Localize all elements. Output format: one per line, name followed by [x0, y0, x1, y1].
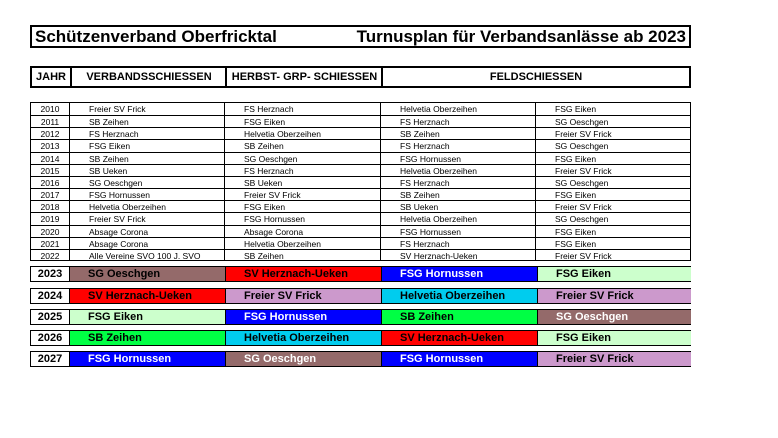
table-row	[31, 249, 690, 261]
row-year: 2013	[40, 141, 60, 152]
row-feldschiessen-2: FSG Eiken	[555, 238, 597, 249]
row-year: 2021	[40, 238, 60, 249]
row-herbst: FSG Eiken	[244, 117, 286, 128]
row-year: 2016	[40, 177, 60, 188]
row-verbandsschiessen: FS Herznach	[89, 129, 139, 140]
table-row	[31, 103, 690, 115]
plan-row-2025	[30, 309, 691, 325]
row-herbst: FS Herznach	[244, 165, 294, 176]
plan-row-2024	[30, 288, 691, 304]
plan-cell: FSG Eiken	[538, 267, 691, 281]
table-row	[31, 237, 690, 249]
row-feldschiessen-1: SB Zeihen	[400, 190, 440, 201]
plan-cell: SB Zeihen	[70, 331, 225, 345]
table-row	[31, 152, 690, 164]
row-verbandsschiessen: Freier SV Frick	[89, 104, 146, 114]
row-year: 2019	[40, 214, 60, 225]
plan-cell: Helvetia Oberzeihen	[226, 331, 381, 345]
row-feldschiessen-2: SG Oeschgen	[555, 141, 609, 152]
plan-cell: FSG Hornussen	[382, 267, 537, 281]
row-herbst: Freier SV Frick	[244, 190, 301, 201]
plan-cell: SV Herznach-Ueken	[70, 289, 225, 303]
plan-cell: SG Oeschgen	[538, 310, 691, 324]
row-year: 2017	[40, 190, 60, 201]
row-verbandsschiessen: Absage Corona	[89, 226, 149, 237]
plan-year: 2023	[37, 268, 63, 280]
row-feldschiessen-2: SG Oeschgen	[555, 177, 609, 188]
row-verbandsschiessen: Helvetia Oberzeihen	[89, 202, 167, 213]
row-feldschiessen-1: FS Herznach	[400, 238, 450, 249]
plan-cell: FSG Hornussen	[226, 310, 381, 324]
row-feldschiessen-1: Helvetia Oberzeihen	[400, 104, 478, 114]
row-verbandsschiessen: FSG Hornussen	[89, 190, 150, 201]
row-verbandsschiessen: Freier SV Frick	[89, 214, 146, 225]
row-feldschiessen-1: FS Herznach	[400, 141, 450, 152]
table-row	[31, 164, 690, 176]
header-feldschiessen: FELDSCHIESSEN	[489, 71, 583, 83]
row-year: 2010	[40, 104, 60, 114]
header-verbandsschiessen: VERBANDSSCHIESSEN	[86, 71, 212, 83]
row-feldschiessen-2: FSG Eiken	[555, 153, 597, 164]
plan-cell: SB Zeihen	[382, 310, 537, 324]
header-jahr: JAHR	[36, 71, 66, 83]
row-feldschiessen-2: SG Oeschgen	[555, 214, 609, 225]
plan-cell: Freier SV Frick	[538, 352, 691, 366]
row-feldschiessen-1: SB Ueken	[400, 202, 439, 213]
row-feldschiessen-1: FSG Hornussen	[400, 153, 461, 164]
row-feldschiessen-2: Freier SV Frick	[555, 250, 612, 261]
plan-row-2026	[30, 330, 691, 346]
column-header-bar	[30, 66, 691, 88]
plan-year: 2025	[37, 311, 63, 323]
history-table	[30, 102, 691, 261]
plan-cell: FSG Eiken	[70, 310, 225, 324]
table-row	[31, 188, 690, 200]
row-year: 2022	[40, 250, 60, 261]
header-herbst: HERBST- GRP- SCHIESSEN	[231, 71, 378, 83]
row-feldschiessen-2: Freier SV Frick	[555, 129, 612, 140]
plan-year: 2026	[37, 332, 63, 344]
row-herbst: FS Herznach	[244, 104, 294, 114]
plan-cell: Helvetia Oberzeihen	[382, 289, 537, 303]
table-row	[31, 139, 690, 151]
plan-year: 2024	[37, 290, 63, 302]
table-row	[31, 127, 690, 139]
plan-cell: SV Herznach-Ueken	[382, 331, 537, 345]
plan-cell: SG Oeschgen	[70, 267, 225, 281]
plan-cell: SV Herznach-Ueken	[226, 267, 381, 281]
plan-cell: Freier SV Frick	[226, 289, 381, 303]
title-bar	[30, 25, 691, 48]
row-verbandsschiessen: SB Zeihen	[89, 153, 129, 164]
row-feldschiessen-2: FSG Eiken	[555, 190, 597, 201]
row-herbst: Helvetia Oberzeihen	[244, 238, 322, 249]
plan-row-2027	[30, 351, 691, 367]
plan-cell: SG Oeschgen	[226, 352, 381, 366]
row-year: 2015	[40, 165, 60, 176]
table-row	[31, 200, 690, 212]
table-row	[31, 212, 690, 224]
table-row	[31, 115, 690, 127]
row-feldschiessen-2: FSG Eiken	[555, 104, 597, 114]
row-year: 2011	[40, 117, 60, 128]
row-verbandsschiessen: FSG Eiken	[89, 141, 131, 152]
row-year: 2018	[40, 202, 60, 213]
plan-cell: FSG Hornussen	[70, 352, 225, 366]
table-row	[31, 225, 690, 237]
row-herbst: FSG Eiken	[244, 202, 286, 213]
row-verbandsschiessen: SB Zeihen	[89, 117, 129, 128]
row-herbst: Helvetia Oberzeihen	[244, 129, 322, 140]
row-feldschiessen-1: SB Zeihen	[400, 129, 440, 140]
row-feldschiessen-1: SV Herznach-Ueken	[400, 250, 478, 261]
row-feldschiessen-2: Freier SV Frick	[555, 165, 612, 176]
plan-row-2023	[30, 266, 691, 282]
plan-year: 2027	[37, 353, 63, 365]
row-herbst: SB Zeihen	[244, 250, 284, 261]
row-feldschiessen-1: FS Herznach	[400, 117, 450, 128]
row-feldschiessen-1: FSG Hornussen	[400, 226, 461, 237]
row-verbandsschiessen: SG Oeschgen	[89, 177, 143, 188]
row-feldschiessen-2: Freier SV Frick	[555, 202, 612, 213]
row-verbandsschiessen: Absage Corona	[89, 238, 149, 249]
row-verbandsschiessen: Alle Vereine SVO 100 J. SVO	[89, 250, 201, 261]
row-herbst: FSG Hornussen	[244, 214, 305, 225]
association-title: Schützenverband Oberfricktal	[35, 27, 277, 46]
plan-title: Turnusplan für Verbandsanlässe ab 2023	[356, 27, 686, 46]
row-feldschiessen-2: SG Oeschgen	[555, 117, 609, 128]
row-herbst: SG Oeschgen	[244, 153, 298, 164]
row-feldschiessen-2: FSG Eiken	[555, 226, 597, 237]
row-feldschiessen-1: FS Herznach	[400, 177, 450, 188]
row-feldschiessen-1: Helvetia Oberzeihen	[400, 165, 478, 176]
row-verbandsschiessen: SB Ueken	[89, 165, 128, 176]
table-row	[31, 176, 690, 188]
row-herbst: SB Zeihen	[244, 141, 284, 152]
plan-cell: FSG Eiken	[538, 331, 691, 345]
plan-cell: FSG Hornussen	[382, 352, 537, 366]
row-feldschiessen-1: Helvetia Oberzeihen	[400, 214, 478, 225]
plan-cell: Freier SV Frick	[538, 289, 691, 303]
row-year: 2014	[40, 153, 60, 164]
row-year: 2012	[40, 129, 60, 140]
row-year: 2020	[40, 226, 60, 237]
row-herbst: Absage Corona	[244, 226, 304, 237]
row-herbst: SB Ueken	[244, 177, 283, 188]
